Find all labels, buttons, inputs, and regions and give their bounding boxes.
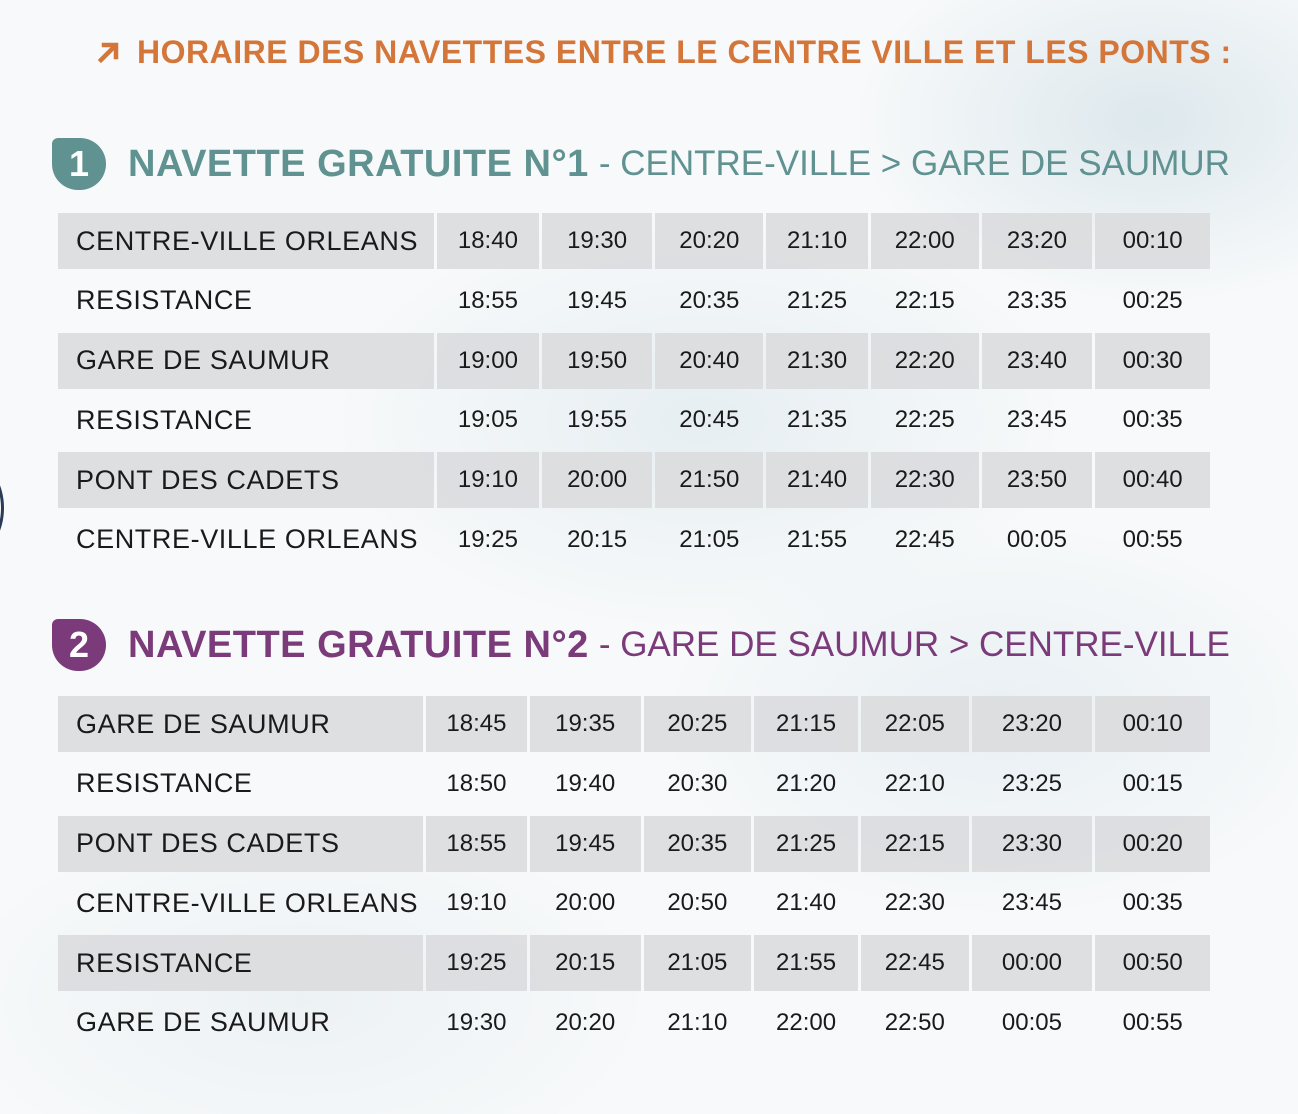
departure-time: 21:10 <box>667 1008 728 1036</box>
departure-time: 20:25 <box>644 696 752 752</box>
departure-time: 19:25 <box>457 525 518 553</box>
departure-time: 20:35 <box>679 286 740 314</box>
departure-time: 00:00 <box>972 935 1093 991</box>
departure-time: 00:20 <box>1095 816 1210 872</box>
departure-time: 20:15 <box>530 935 641 991</box>
departure-time: 19:35 <box>530 696 641 752</box>
navette-1-header <box>52 135 1230 193</box>
departure-time: 00:05 <box>1006 525 1067 553</box>
departure-time: 22:15 <box>894 286 955 314</box>
departure-time: 19:10 <box>437 452 539 508</box>
departure-time: 23:20 <box>972 696 1093 752</box>
departure-time: 21:20 <box>776 769 837 797</box>
page-title <box>95 32 1232 72</box>
navette-2-title: NAVETTE GRATUITE N°2 <box>128 623 589 666</box>
departure-time: 21:05 <box>679 525 740 553</box>
table-row <box>58 814 1210 874</box>
table-row <box>58 933 1210 993</box>
departure-time: 23:45 <box>1006 406 1067 434</box>
departure-time: 22:45 <box>894 525 955 553</box>
departure-time: 00:15 <box>1122 769 1183 797</box>
decorative-arc <box>0 462 4 554</box>
stop-name: CENTRE-VILLE ORLEANS <box>58 213 434 269</box>
departure-time: 00:55 <box>1122 1008 1183 1036</box>
navette-1-title: NAVETTE GRATUITE N°1 <box>128 142 589 185</box>
departure-time: 19:05 <box>457 406 518 434</box>
departure-time: 22:15 <box>861 816 969 872</box>
departure-time: 20:15 <box>567 525 628 553</box>
departure-time: 18:50 <box>446 769 507 797</box>
departure-time: 00:35 <box>1122 406 1183 434</box>
departure-time: 19:45 <box>530 816 641 872</box>
departure-time: 21:40 <box>766 452 868 508</box>
departure-time: 00:30 <box>1095 333 1210 389</box>
departure-time: 00:40 <box>1095 452 1210 508</box>
departure-time: 21:50 <box>655 452 763 508</box>
departure-time: 20:00 <box>542 452 653 508</box>
departure-time: 18:55 <box>457 286 518 314</box>
departure-time: 22:25 <box>894 406 955 434</box>
table-row <box>58 211 1210 271</box>
table-row <box>58 450 1210 510</box>
departure-time: 22:30 <box>871 452 979 508</box>
departure-time: 23:20 <box>982 213 1093 269</box>
stop-name: RESISTANCE <box>76 768 253 799</box>
table-row <box>58 390 1210 450</box>
departure-time: 21:10 <box>766 213 868 269</box>
departure-time: 22:50 <box>884 1008 945 1036</box>
stop-name: GARE DE SAUMUR <box>58 696 423 752</box>
departure-time: 19:25 <box>426 935 527 991</box>
departure-time: 20:50 <box>667 889 728 917</box>
departure-time: 18:40 <box>437 213 539 269</box>
navette-1-timetable <box>58 211 1210 570</box>
departure-time: 22:45 <box>861 935 969 991</box>
departure-time: 21:25 <box>786 286 848 314</box>
stop-name: CENTRE-VILLE ORLEANS <box>76 524 419 555</box>
stop-name: RESISTANCE <box>58 935 423 991</box>
departure-time: 19:45 <box>567 286 628 314</box>
departure-time: 22:00 <box>871 213 979 269</box>
navette-2-header <box>52 616 1230 674</box>
navette-1-badge: 1 <box>52 138 106 190</box>
departure-time: 00:25 <box>1122 286 1183 314</box>
departure-time: 00:55 <box>1122 525 1183 553</box>
departure-time: 19:55 <box>567 406 628 434</box>
departure-time: 00:10 <box>1095 696 1210 752</box>
departure-time: 00:50 <box>1095 935 1210 991</box>
departure-time: 22:05 <box>861 696 969 752</box>
table-row <box>58 331 1210 391</box>
stop-name: RESISTANCE <box>76 404 253 435</box>
departure-time: 00:10 <box>1095 213 1210 269</box>
departure-time: 21:05 <box>644 935 752 991</box>
table-row <box>58 993 1210 1053</box>
departure-time: 23:25 <box>1001 769 1062 797</box>
navette-1-route: - CENTRE-VILLE > GARE DE SAUMUR <box>598 144 1230 183</box>
departure-time: 00:35 <box>1122 889 1183 917</box>
departure-time: 23:30 <box>972 816 1093 872</box>
departure-time: 21:30 <box>766 333 868 389</box>
departure-time: 21:35 <box>786 406 848 434</box>
departure-time: 00:05 <box>1001 1008 1062 1036</box>
stop-name: GARE DE SAUMUR <box>58 333 434 389</box>
departure-time: 20:20 <box>555 1008 616 1036</box>
page-title-text: HORAIRE DES NAVETTES ENTRE LE CENTRE VILLE ET LES PONTS : <box>137 33 1232 70</box>
departure-time: 21:25 <box>754 816 858 872</box>
navette-2-timetable <box>58 694 1210 1053</box>
table-row <box>58 510 1210 570</box>
navette-2-badge: 2 <box>52 619 106 671</box>
departure-time: 19:30 <box>542 213 653 269</box>
departure-time: 20:45 <box>679 406 740 434</box>
departure-time: 23:50 <box>982 452 1093 508</box>
departure-time: 20:00 <box>555 889 616 917</box>
departure-time: 23:35 <box>1006 286 1067 314</box>
departure-time: 20:40 <box>655 333 763 389</box>
departure-time: 21:15 <box>754 696 858 752</box>
departure-time: 20:30 <box>667 769 728 797</box>
table-row <box>58 754 1210 814</box>
stop-name: PONT DES CADETS <box>58 816 423 872</box>
departure-time: 23:45 <box>1001 889 1062 917</box>
table-row <box>58 694 1210 754</box>
departure-time: 22:00 <box>776 1008 837 1036</box>
departure-time: 22:10 <box>884 769 945 797</box>
departure-time: 21:40 <box>776 889 837 917</box>
departure-time: 21:55 <box>754 935 858 991</box>
departure-time: 20:20 <box>655 213 763 269</box>
departure-time: 19:10 <box>446 889 507 917</box>
departure-time: 19:00 <box>437 333 539 389</box>
navette-2-route: - GARE DE SAUMUR > CENTRE-VILLE <box>598 625 1230 664</box>
departure-time: 18:45 <box>426 696 527 752</box>
table-row <box>58 873 1210 933</box>
stop-name: RESISTANCE <box>76 285 253 316</box>
departure-time: 19:30 <box>446 1008 507 1036</box>
arrow-up-right-icon <box>95 38 123 66</box>
departure-time: 22:20 <box>871 333 979 389</box>
departure-time: 21:55 <box>786 525 848 553</box>
departure-time: 19:50 <box>542 333 653 389</box>
departure-time: 20:35 <box>644 816 752 872</box>
departure-time: 19:40 <box>555 769 616 797</box>
departure-time: 22:30 <box>884 889 945 917</box>
departure-time: 23:40 <box>982 333 1093 389</box>
stop-name: CENTRE-VILLE ORLEANS <box>76 887 419 918</box>
stop-name: GARE DE SAUMUR <box>76 1007 331 1038</box>
departure-time: 18:55 <box>426 816 527 872</box>
stop-name: PONT DES CADETS <box>58 452 434 508</box>
table-row <box>58 271 1210 331</box>
